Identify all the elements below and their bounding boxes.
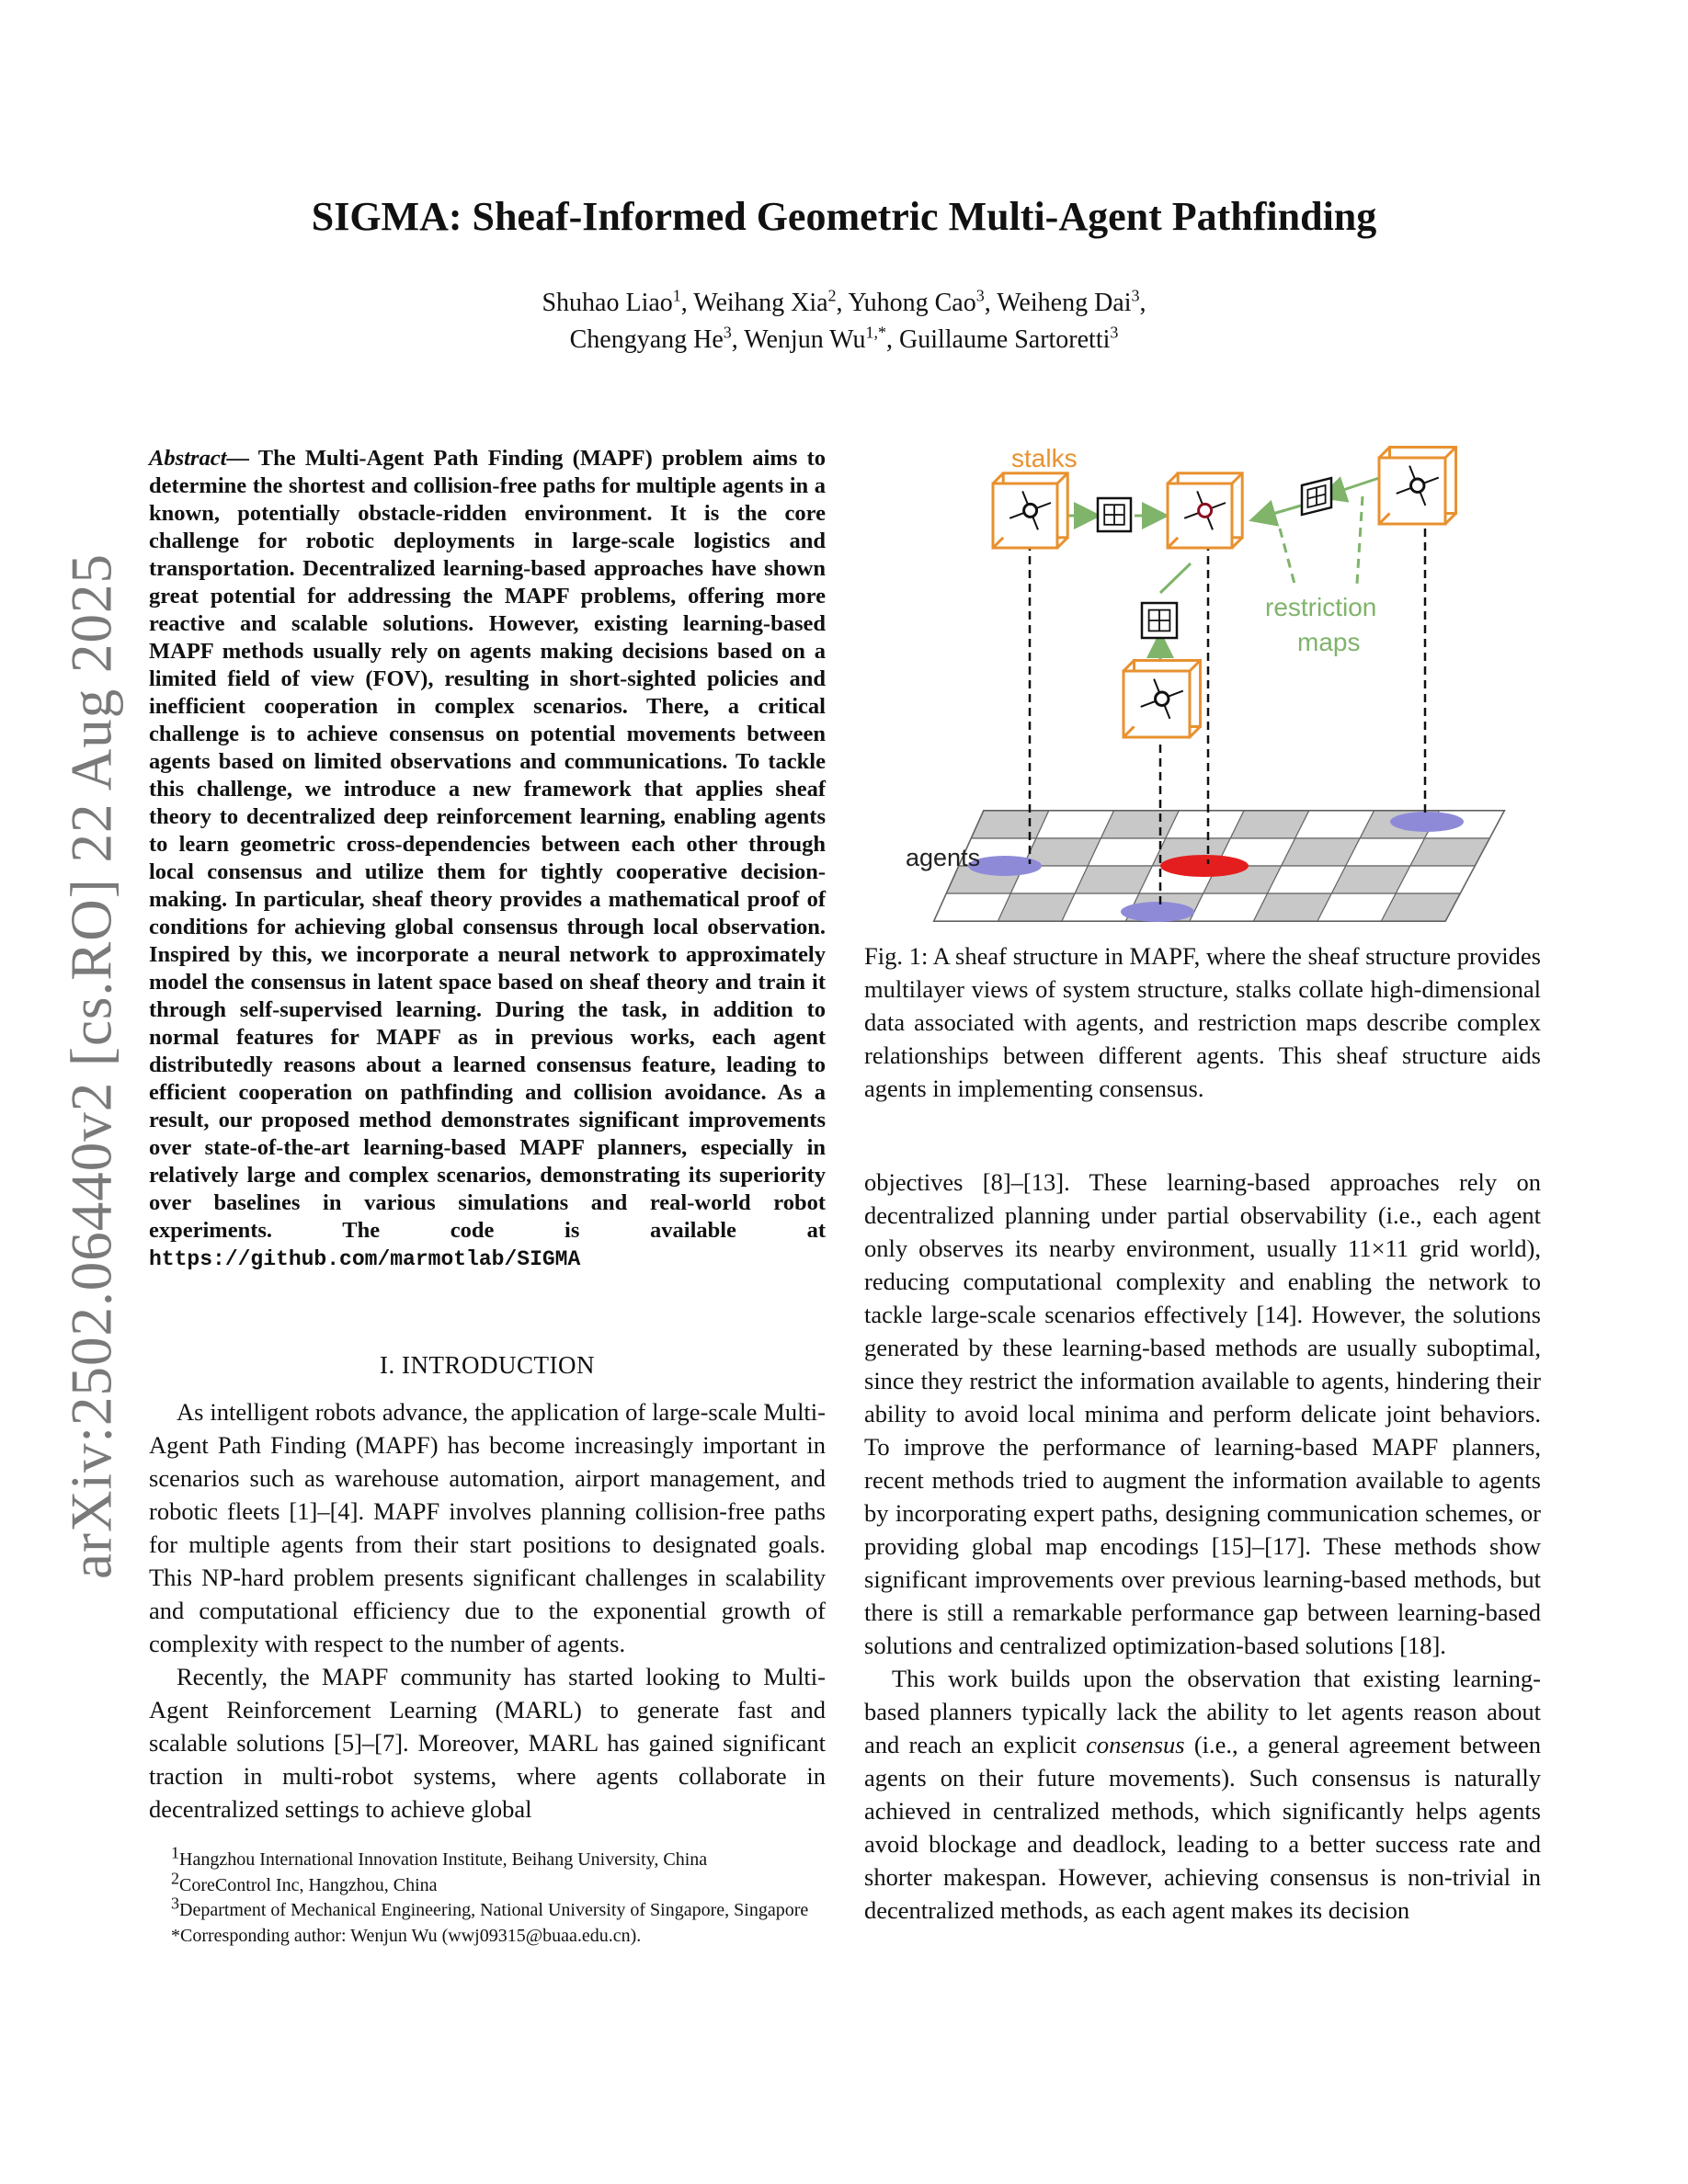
stalk-cube xyxy=(1379,447,1456,524)
authors-line-2 xyxy=(0,325,1688,355)
abstract-label: Abstract xyxy=(149,446,227,471)
author: Weihang Xia$^2$, xyxy=(693,286,849,317)
grid-cell xyxy=(934,893,1010,921)
author: Wenjun $Wu^{1,*}$, xyxy=(744,323,899,354)
restriction-map-icon xyxy=(1302,478,1331,515)
stalk-cube xyxy=(993,473,1067,548)
author: Weiheng Dai$^3$, xyxy=(997,286,1146,317)
agent-disc xyxy=(1121,902,1194,922)
grid-cell xyxy=(1036,811,1114,838)
intro-body xyxy=(149,1395,826,1826)
paragraph: Recently, the MAPF community has started looking to Multi-Agent Reinforcement Learning (MARL) to generate fast and scalable solutions [5]–[7]. Moreover, MARL has gained significant traction in multi-robot systems, where agents collaborate in decentralized settings to achieve global xyxy=(149,1663,826,1823)
right-column-body xyxy=(864,1166,1541,1927)
paragraph: objectives [8]–[13]. These learning-based approaches rely on decentralized planning under partial observability (i.e., each agent only observes its nearby environment, usually 11×11 grid world), reducing computational complexity and enabling the network to tackle large-scale scenarios effectively [14]. However, the solutions generated by these learning-based methods are usually suboptimal, since they restrict the information available to agents, hindering their ability to avoid local minima and perform delicate joint behaviors. To improve the performance of learning-based MAPF planners, recent methods tried to augment the information available to agents by incorporating expert paths, designing communication schemes, or providing global map encodings [15]–[17]. These methods show significant improvements over previous learning-based methods, but there is still a remarkable performance gap between learning-based solutions and centralized optimization-based solutions [18]. xyxy=(864,1168,1541,1659)
paragraph: This work builds upon the observation that existing learning-based planners typically lack the ability to let agents reason about and reach an explicit consensus (i.e., a general agreement between agents on their future movements). Such consensus is naturally achieved in centralized methods, which significantly helps agents avoid blockage and deadlock, leading to a better success rate and shorter makespan. However, achieving consensus is non-trivial in decentralized methods, as each agent makes its decision xyxy=(864,1665,1542,1924)
agent-disc-active xyxy=(1160,855,1249,877)
author: Guillaume Sartoretti$^3$ xyxy=(899,323,1119,354)
abstract-text: The Multi-Agent Path Finding (MAPF) problem aims to determine the shortest and collision-free paths for multiple agents in a known, potentially obstacle-ridden environment. It is the core challenge for robotic deployments in large-scale logistics and transportation. Decentralized learning-based approaches have shown great potential for addressing the MAPF problems, offering more reactive and scalable solutions. However, existing learning-based MAPF methods usually rely on agents making decisions based on a limited field of view (FOV), resulting in short-sighted policies and inefficient cooperation in complex scenarios. There, a critical challenge is to achieve consensus on potential movements between agents based on limited observations and communications. To tackle this challenge, we introduce a new framework that applies sheaf theory to decentralized deep reinforcement learning, enabling agents to learn geometric cross-dependencies between each other through local consensus and utilize them for tightly cooperative decision-making. In particular, sheaf theory provides a mathematical proof of conditions for achieving global consensus through local observation. Inspired by this, we incorporate a neural network to approximately model the consensus in latent space based on sheaf theory and train it through self-supervised learning. During the task, in addition to normal features for MAPF as in previous works, each agent distributedly reasons about a learned consensus feature, leading to efficient cooperation on pathfinding and collision avoidance. As a result, our proposed method demonstrates significant improvements over state-of-the-art learning-based MAPF planners, especially in relatively large and complex scenarios, demonstrating its superiority over baselines in various simulations and real-world robot experiments. The code is available at xyxy=(149,446,826,1243)
paragraph: As intelligent robots advance, the application of large-scale Multi-Agent Path Finding (MAPF) has become increasingly important in scenarios such as warehouse automation, airport management, and robotic fleets [1]–[4]. MAPF involves planning collision-free paths for multiple agents from their start positions to designated goals. This NP-hard problem presents significant challenges in scalability and computational efficiency due to the exponential growth of complexity with respect to the number of agents. xyxy=(149,1398,826,1657)
label-maps: maps xyxy=(1297,628,1361,656)
label-stalks: stalks xyxy=(1011,444,1078,472)
author: Chengyang He$^3$, xyxy=(569,323,745,354)
restriction-map-icon xyxy=(1098,498,1131,531)
footnote: *Corresponding author: Wenjun Wu (wwj09315@buaa.edu.cn). xyxy=(171,1925,642,1946)
section-heading: I. INTRODUCTION xyxy=(380,1351,595,1379)
figure-caption: Fig. 1: A sheaf structure in MAPF, where the sheaf structure provides multilayer views of system structure, stalks collate high-dimensional data associated with agents, and restriction maps describe complex relationships between different agents. This sheaf structure aids agents in implementing consensus. xyxy=(864,942,1541,1102)
footnotes xyxy=(149,1843,826,1949)
author: Yuhong Cao$^3$, xyxy=(848,286,998,317)
authors-line-1 xyxy=(0,286,1688,318)
stalk-cubes xyxy=(993,447,1456,737)
footnote: $^3$Department of Mechanical Engineering, National University of Singapore, Singapore xyxy=(171,1894,809,1920)
paper-title: SIGMA: Sheaf-Informed Geometric Multi-Agent Pathfinding xyxy=(311,194,1377,239)
abstract: Abstract— The Multi-Agent Path Finding (MAPF) problem aims to determine the shortest and collision-free paths for multiple agents in a known, potentially obstacle-ridden environment. It is the core challenge for robotic deployments in large-scale logistics and transportation. Decentralized learning-based approaches have shown great potential for addressing the MAPF problems, offering more reactive and scalable solutions. However, existing learning-based MAPF methods usually rely on agents making decisions based on a limited field of view (FOV), resulting in short-sighted policies and inefficient cooperation in complex scenarios. There, a critical challenge is to achieve consensus on potential movements between agents based on limited observations and communications. To tackle this challenge, we introduce a new framework that applies sheaf theory to decentralized deep reinforcement learning, enabling agents to learn geometric cross-dependencies between each other through local consensus and utilize them for tightly cooperative decision-making. In particular, sheaf theory provides a mathematical proof of conditions for achieving global consensus through local observation. Inspired by this, we incorporate a neural network to approximately model the consensus in latent space based on sheaf theory and train it through self-supervised learning. During the task, in addition to normal features for MAPF as in previous works, each agent distributedly reasons about a learned consensus feature, leading to efficient cooperation on pathfinding and collision avoidance. As a result, our proposed method demonstrates significant improvements over state-of-the-art learning-based MAPF planners, especially in relatively large and complex scenarios, demonstrating its superiority over baselines in various simulations and real-world robot experiments. The code is available at https://github.com/marmotlab/SIGMA xyxy=(149,446,826,1271)
code-link[interactable]: https://github.com/marmotlab/SIGMA xyxy=(149,1247,581,1271)
author: Shuhao Liao$^1$, xyxy=(542,286,694,317)
agent-disc xyxy=(1390,812,1464,832)
grid-cell xyxy=(972,811,1049,838)
stalk-cube xyxy=(1168,473,1242,548)
label-restriction: restriction xyxy=(1265,593,1377,621)
sheaf-figure xyxy=(855,432,1526,947)
label-agents: agents xyxy=(906,844,981,871)
footnote: $^2$CoreControl Inc, Hangzhou, China xyxy=(171,1868,438,1895)
stalk-cube xyxy=(1123,660,1201,737)
restriction-map-icon xyxy=(1142,603,1177,638)
footnote: $^1$Hangzhou International Innovation Institute, Beihang University, China xyxy=(171,1843,708,1870)
